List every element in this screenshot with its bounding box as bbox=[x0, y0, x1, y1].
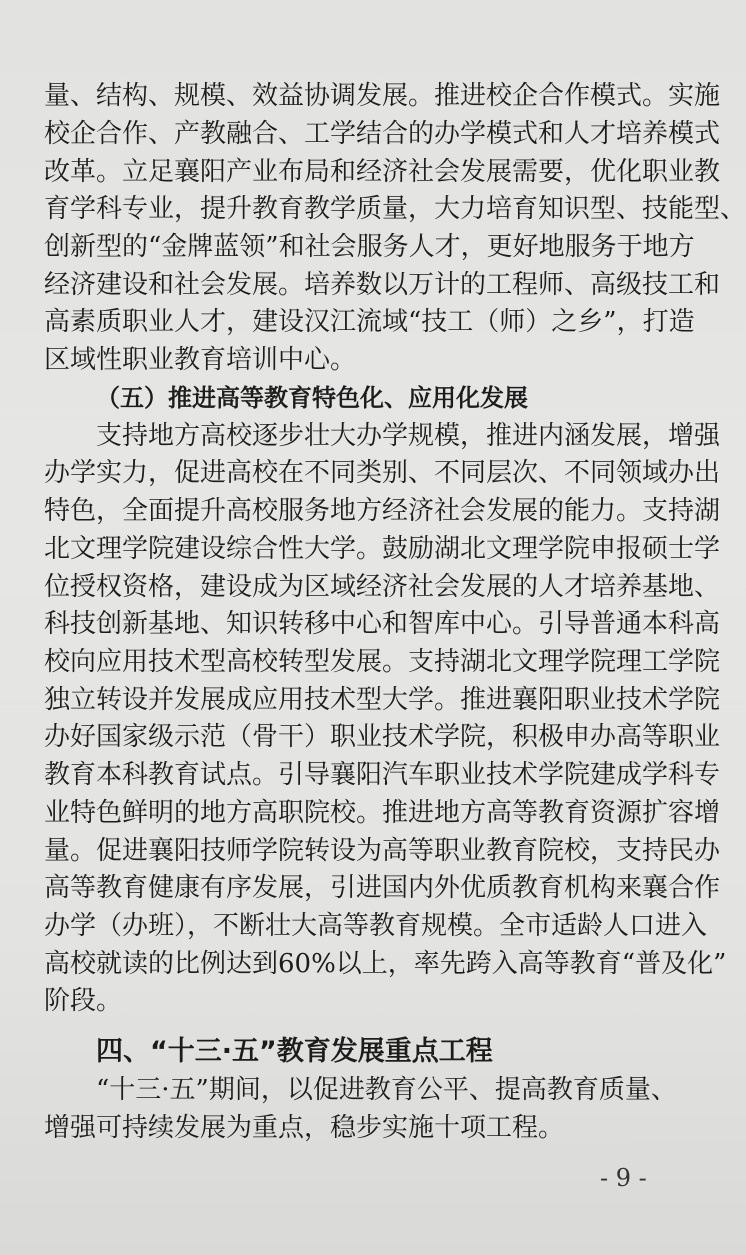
text-line: 校向应用技术型高校转型发展。支持湖北文理学院理工学院 bbox=[44, 647, 721, 677]
chapter-heading: 四、“十三·五”教育发展重点工程 bbox=[96, 1036, 493, 1067]
text-line: 育学科专业，提升教育教学质量，大力培育知识型、技能型、 bbox=[44, 194, 746, 224]
text-line: 高素质职业人才，建设汉江流域“技工（师）之乡”，打造 bbox=[44, 307, 695, 337]
text-line: 业特色鲜明的地方高职院校。推进地方高等教育资源扩容增 bbox=[44, 798, 721, 828]
text-line: 办学（办班），不断壮大高等教育规模。全市适龄人口进入 bbox=[44, 911, 708, 941]
text-line: 区域性职业教育培训中心。 bbox=[44, 345, 357, 375]
text-line: 创新型的“金牌蓝领”和社会服务人才，更好地服务于地方 bbox=[44, 232, 695, 262]
text-line: 量、结构、规模、效益协调发展。推进校企合作模式。实施 bbox=[44, 81, 721, 111]
text-line: 位授权资格，建设成为区域经济社会发展的人才培养基地、 bbox=[44, 572, 721, 602]
text-line: 特色，全面提升高校服务地方经济社会发展的能力。支持湖 bbox=[44, 496, 721, 526]
text-line: 量。促进襄阳技师学院转设为高等职业教育院校，支持民办 bbox=[44, 836, 721, 866]
text-line: 改革。立足襄阳产业布局和经济社会发展需要，优化职业教 bbox=[44, 157, 721, 187]
text-line: 独立转设并发展成应用技术型大学。推进襄阳职业技术学院 bbox=[44, 685, 721, 715]
text-line: “十三·五”期间，以促进教育公平、提高教育质量、 bbox=[96, 1075, 677, 1105]
text-line: 教育本科教育试点。引导襄阳汽车职业技术学院建成学科专 bbox=[44, 760, 721, 790]
text-line: 高等教育健康有序发展，引进国内外优质教育机构来襄合作 bbox=[44, 873, 721, 903]
text-line: 科技创新基地、知识转移中心和智库中心。引导普通本科高 bbox=[44, 609, 721, 639]
text-line: 高校就读的比例达到60%以上，率先跨入高等教育“普及化” bbox=[44, 949, 727, 979]
text-line: 办学实力，促进高校在不同类别、不同层次、不同领域办出 bbox=[44, 458, 721, 488]
text-line: 经济建设和社会发展。培养数以万计的工程师、高级技工和 bbox=[44, 270, 721, 300]
text-line: 办好国家级示范（骨干）职业技术学院，积极申办高等职业 bbox=[44, 722, 721, 752]
section-heading: （五）推进高等教育特色化、应用化发展 bbox=[96, 384, 528, 412]
text-line: 校企合作、产教融合、工学结合的办学模式和人才培养模式 bbox=[44, 119, 721, 149]
text-line: 阶段。 bbox=[44, 986, 123, 1016]
text-line: 支持地方高校逐步壮大办学规模，推进内涵发展，增强 bbox=[96, 421, 721, 451]
text-line: 北文理学院建设综合性大学。鼓励湖北文理学院申报硕士学 bbox=[44, 534, 721, 564]
text-line: 增强可持续发展为重点，稳步实施十项工程。 bbox=[44, 1113, 565, 1143]
page-number: - 9 - bbox=[600, 1164, 647, 1192]
